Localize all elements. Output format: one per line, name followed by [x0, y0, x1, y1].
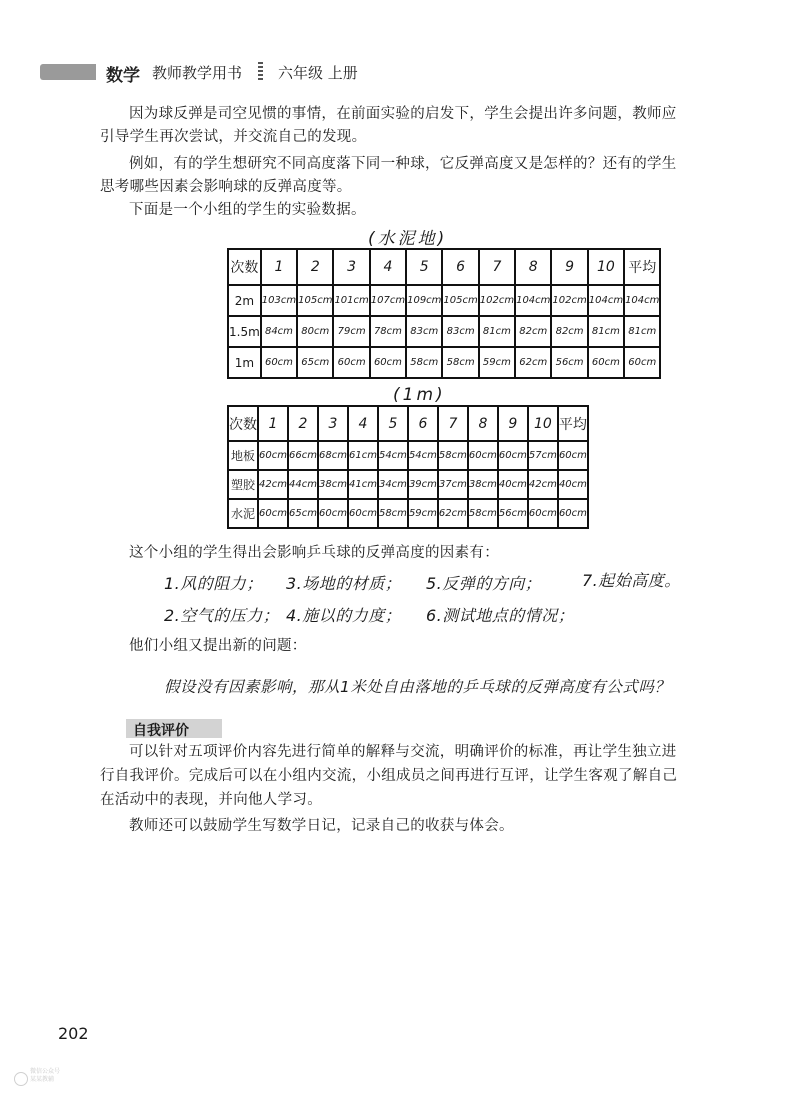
table-cell: 107cm	[370, 285, 406, 316]
table-cell: 65cm	[288, 499, 318, 528]
table-cell: 42cm	[528, 470, 558, 499]
table-cell: 56cm	[551, 347, 587, 378]
table-cell: 62cm	[438, 499, 468, 528]
paragraph-line: 他们小组又提出新的问题：	[129, 638, 307, 654]
table-header-cell: 次数	[228, 249, 261, 285]
section-tag-self-evaluation	[126, 719, 222, 738]
table-cell: 60cm	[588, 347, 624, 378]
handwritten-factor: 6.测试地点的情况；	[426, 606, 575, 625]
table-cell: 66cm	[288, 441, 318, 470]
table-header-cell: 5	[378, 406, 408, 441]
table-cell: 58cm	[406, 347, 442, 378]
table-header-cell: 4	[370, 249, 406, 285]
table-cell: 59cm	[479, 347, 515, 378]
table-header-cell: 8	[515, 249, 551, 285]
paragraph-line: 引导学生再次尝试，并交流自己的发现。	[100, 129, 367, 145]
table-cell: 101cm	[333, 285, 369, 316]
table-cell: 59cm	[408, 499, 438, 528]
table-header-cell: 次数	[228, 406, 258, 441]
paragraph-line: 下面是一个小组的学生的实验数据。	[129, 202, 366, 218]
handwritten-factor: 3.场地的材质；	[286, 574, 402, 593]
table-cell: 60cm	[261, 347, 297, 378]
header-separator	[258, 62, 263, 82]
table-cell: 105cm	[442, 285, 478, 316]
watermark	[10, 1068, 70, 1098]
handwritten-factor: 7.起始高度。	[582, 571, 681, 590]
table-cell: 37cm	[438, 470, 468, 499]
table-header-cell: 6	[408, 406, 438, 441]
table2-caption: (1m)	[393, 385, 446, 405]
table-cell: 60cm	[558, 499, 588, 528]
table1-caption: (水泥地)	[368, 229, 448, 249]
table-cell: 58cm	[378, 499, 408, 528]
watermark-logo-icon	[14, 1072, 28, 1086]
table-cell: 109cm	[406, 285, 442, 316]
table-cell: 84cm	[261, 316, 297, 347]
table-header-cell: 9	[551, 249, 587, 285]
table-cell: 80cm	[297, 316, 333, 347]
table-header-cell: 10	[588, 249, 624, 285]
table-cell: 65cm	[297, 347, 333, 378]
table-cell: 58cm	[442, 347, 478, 378]
page-header	[0, 58, 800, 86]
table-header-cell: 1	[258, 406, 288, 441]
paragraph-line: 教师还可以鼓励学生写数学日记，记录自己的收获与体会。	[129, 818, 514, 834]
table-cell: 54cm	[378, 441, 408, 470]
table-header-cell: 5	[406, 249, 442, 285]
table-row-label: 水泥	[228, 499, 258, 528]
table-cell: 60cm	[624, 347, 660, 378]
paragraph-line: 例如，有的学生想研究不同高度落下同一种球，它反弹高度又是怎样的？还有的学生	[129, 156, 677, 172]
watermark-text: 微信公众号	[30, 1068, 61, 1075]
table-cell: 38cm	[468, 470, 498, 499]
table-header-cell: 3	[318, 406, 348, 441]
paragraph-line: 在活动中的表现，并向他人学习。	[100, 792, 322, 808]
table-cell: 40cm	[498, 470, 528, 499]
table-header-cell: 平均	[558, 406, 588, 441]
table-cell: 60cm	[333, 347, 369, 378]
table-header-cell: 8	[468, 406, 498, 441]
table-cell: 42cm	[258, 470, 288, 499]
table-cell: 54cm	[408, 441, 438, 470]
table-cell: 79cm	[333, 316, 369, 347]
table-header-cell: 4	[348, 406, 378, 441]
table-cell: 58cm	[468, 499, 498, 528]
table-header-cell: 3	[333, 249, 369, 285]
table-cell: 60cm	[258, 499, 288, 528]
table-cell: 81cm	[479, 316, 515, 347]
table-header-cell: 7	[479, 249, 515, 285]
table-cell: 58cm	[438, 441, 468, 470]
table-cell: 105cm	[297, 285, 333, 316]
table-cell: 60cm	[498, 441, 528, 470]
table-cell: 40cm	[558, 470, 588, 499]
book-grade: 六年级 上册	[278, 64, 358, 82]
table-cell: 61cm	[348, 441, 378, 470]
table-row-label: 塑胶	[228, 470, 258, 499]
table-row-label: 1.5m	[228, 316, 261, 347]
table-header-cell: 7	[438, 406, 468, 441]
paragraph-line: 这个小组的学生得出会影响乒乓球的反弹高度的因素有：	[129, 545, 499, 561]
table-cell: 81cm	[588, 316, 624, 347]
table-cell: 38cm	[318, 470, 348, 499]
table-cell: 60cm	[318, 499, 348, 528]
table-header-cell: 6	[442, 249, 478, 285]
table-cell: 78cm	[370, 316, 406, 347]
table-header-cell: 1	[261, 249, 297, 285]
table-cell: 81cm	[624, 316, 660, 347]
table-cell: 104cm	[624, 285, 660, 316]
table-cell: 82cm	[515, 316, 551, 347]
table-header-cell: 9	[498, 406, 528, 441]
table-cell: 104cm	[515, 285, 551, 316]
table-cell: 44cm	[288, 470, 318, 499]
table-cell: 60cm	[558, 441, 588, 470]
table-row-label: 2m	[228, 285, 261, 316]
table-cell: 82cm	[551, 316, 587, 347]
handwritten-question: 假设没有因素影响，那从1米处自由落地的乒乓球的反弹高度有公式吗？	[164, 678, 671, 696]
table-cell: 60cm	[348, 499, 378, 528]
table-cell: 60cm	[258, 441, 288, 470]
book-subtitle: 教师教学用书	[152, 64, 243, 82]
section-title: 自我评价	[133, 723, 189, 739]
handwritten-factor: 5.反弹的方向；	[426, 574, 542, 593]
table-cell: 60cm	[528, 499, 558, 528]
table-row-label: 1m	[228, 347, 261, 378]
table-row-label: 地板	[228, 441, 258, 470]
table-cell: 60cm	[370, 347, 406, 378]
table-cell: 41cm	[348, 470, 378, 499]
page-number: 202	[58, 1024, 89, 1043]
table-cell: 104cm	[588, 285, 624, 316]
table-cell: 103cm	[261, 285, 297, 316]
table-cell: 56cm	[498, 499, 528, 528]
table-cell: 34cm	[378, 470, 408, 499]
paragraph-line: 思考哪些因素会影响球的反弹高度等。	[100, 179, 352, 195]
book-title: 数学	[106, 66, 140, 86]
table-header-cell: 2	[297, 249, 333, 285]
paragraph-line: 可以针对五项评价内容先进行简单的解释与交流，明确评价的标准，再让学生独立进	[129, 744, 677, 760]
table-header-cell: 10	[528, 406, 558, 441]
handwritten-factor: 4.施以的力度；	[286, 606, 402, 625]
paragraph-line: 行自我评价。完成后可以在小组内交流，小组成员之间再进行互评，让学生客观了解自己	[100, 768, 678, 784]
handwritten-factor: 2.空气的压力；	[164, 606, 280, 625]
paragraph-line: 因为球反弹是司空见惯的事情，在前面实验的启发下，学生会提出许多问题，教师应	[129, 106, 677, 122]
table-cell: 102cm	[551, 285, 587, 316]
handwritten-factor: 1.风的阻力；	[164, 574, 263, 593]
data-table-concrete	[227, 248, 661, 379]
table-cell: 68cm	[318, 441, 348, 470]
table-cell: 57cm	[528, 441, 558, 470]
table-header-cell: 2	[288, 406, 318, 441]
watermark-text: 某某教辅	[30, 1076, 55, 1083]
table-header-cell: 平均	[624, 249, 660, 285]
data-table-surfaces	[227, 405, 589, 529]
table-cell: 102cm	[479, 285, 515, 316]
table-cell: 83cm	[442, 316, 478, 347]
table-cell: 62cm	[515, 347, 551, 378]
header-bar-decoration	[40, 64, 96, 80]
table-cell: 60cm	[468, 441, 498, 470]
table-cell: 39cm	[408, 470, 438, 499]
table-cell: 83cm	[406, 316, 442, 347]
